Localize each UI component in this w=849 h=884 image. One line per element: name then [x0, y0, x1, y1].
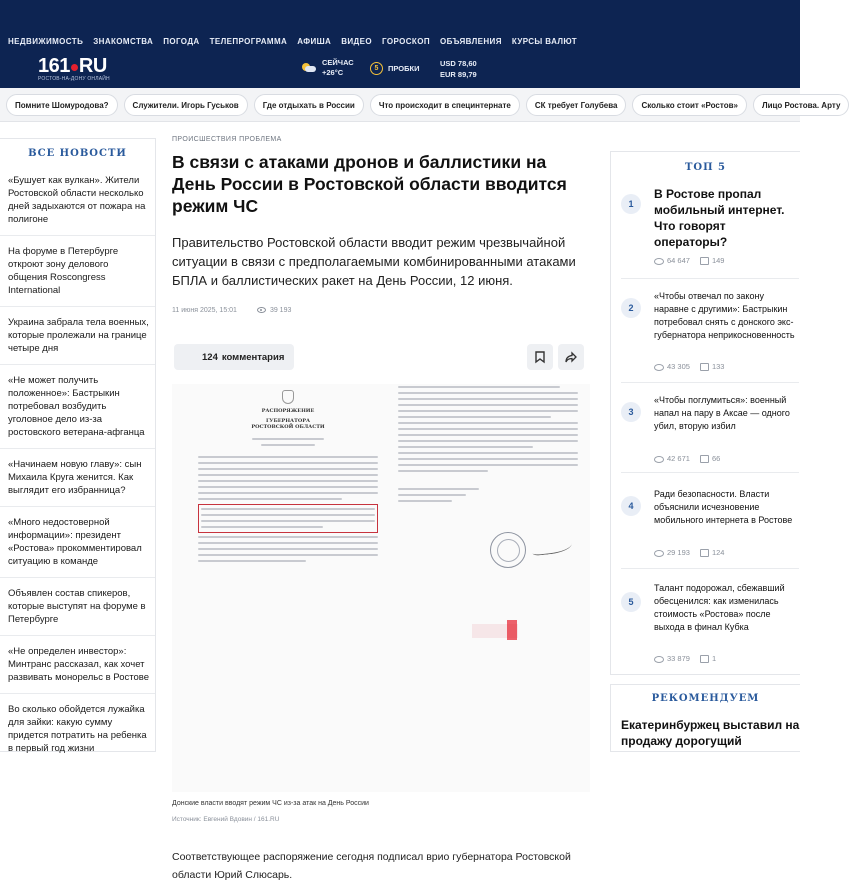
top-item-title[interactable]: Талант подорожал, сбежавший обесценился: как изменилась стоимость «Ростова» после выхода в финал Кубка [654, 583, 785, 632]
eye-icon [257, 307, 266, 313]
top-item-title[interactable]: Ради безопасности. Власти объяснили исчезновение мобильного интернета в Ростове [654, 489, 793, 525]
rank-badge: 1 [621, 194, 641, 214]
top-item-stats: 43 305 133 [654, 362, 724, 371]
comment-icon [700, 549, 709, 557]
news-item[interactable]: «Бушует как вулкан». Жители Ростовской области несколько дней задыхаются от пожара на полигоне [8, 175, 146, 225]
nav-item-afisha[interactable]: АФИША [297, 37, 332, 46]
top-item-stats: 64 647 149 [654, 256, 724, 265]
site-header [0, 0, 800, 88]
recommend-item-title[interactable]: Екатеринбуржец выставил на продажу дорогущий [621, 718, 800, 748]
top-item-stats: 29 193 124 [654, 548, 724, 557]
comment-icon [700, 455, 709, 463]
nav-item-tv[interactable]: ТЕЛЕПРОГРАММА [209, 37, 288, 46]
comment-icon [700, 363, 709, 371]
currency-widget[interactable] [440, 58, 477, 80]
document-page-left: РАСПОРЯЖЕНИЕ ГУБЕРНАТОРА РОСТОВСКОЙ ОБЛАСТИ [198, 390, 378, 640]
rank-badge: 3 [621, 402, 641, 422]
article-body-paragraph: Соответствующее распоряжение сегодня подписал врио губернатора Ростовской области Юрий Слюсарь. [172, 851, 571, 881]
top-item-title[interactable]: «Чтобы поглумиться»: военный напал на пару в Аксае — одного убил, вторую избил [654, 395, 790, 431]
comments-label: комментария [221, 351, 285, 363]
top5-title: ТОП 5 [684, 162, 727, 173]
nav-item-dating[interactable]: ЗНАКОМСТВА [93, 37, 154, 46]
traffic-widget[interactable] [370, 62, 420, 75]
news-item[interactable]: «Начинаем новую главу»: сын Михаила Круга женится. Как выглядит его избранница? [0, 448, 155, 506]
logo-subtitle: РОСТОВ-НА-ДОНУ ОНЛАЙН [38, 76, 110, 82]
news-item[interactable]: Объявлен состав спикеров, которые выступят на форуме в Петербурге [0, 577, 155, 635]
official-seal-icon [490, 532, 526, 568]
rank-badge: 4 [621, 496, 641, 516]
tag-chip[interactable]: Лицо Ростова. Арту [753, 94, 849, 116]
top-item-title[interactable]: В Ростове пропал мобильный интернет. Что говорят операторы? [654, 187, 785, 249]
weather-widget[interactable] [302, 58, 354, 78]
top-navigation [8, 37, 577, 46]
highlighted-paragraph [198, 504, 378, 533]
news-item[interactable]: Украина забрала тела военных, которые пролежали на границе четыре дня [0, 306, 155, 364]
eye-icon [654, 656, 664, 663]
usd-rate: USD 78,60 [440, 59, 477, 68]
logo-dot-icon [71, 64, 78, 71]
news-item[interactable]: Во сколько обойдется лужайка для зайки: какую сумму придется потратить на ребенка в первый год жизни [0, 693, 155, 764]
tag-chip[interactable]: Сколько стоит «Ростов» [632, 94, 746, 116]
eur-rate: EUR 89,79 [440, 70, 477, 79]
share-button[interactable] [558, 344, 584, 370]
article-meta [172, 307, 592, 314]
document-page-right [398, 386, 578, 646]
article-date: 11 июня 2025, 15:01 [172, 307, 237, 314]
tag-chip[interactable]: Что происходит в специнтернате [370, 94, 520, 116]
eye-icon [654, 364, 664, 371]
partly-cloudy-icon [302, 63, 316, 73]
eye-icon [654, 258, 664, 265]
top5-widget [610, 151, 800, 675]
all-news-title[interactable]: ВСЕ НОВОСТИ [28, 148, 127, 159]
bookmark-icon [535, 351, 545, 363]
nav-item-weather[interactable]: ПОГОДА [163, 37, 200, 46]
share-icon [565, 352, 577, 363]
recommend-widget [610, 684, 800, 752]
tag-chip[interactable]: Служители. Игорь Гуськов [124, 94, 248, 116]
top-item-stats: 42 671 66 [654, 454, 720, 463]
article-views: 39 193 [257, 307, 291, 314]
article-photo-document[interactable] [172, 384, 590, 792]
news-item[interactable]: На форуме в Петербурге откроют зону делового общения Roscongress International [0, 235, 155, 306]
comments-button[interactable] [174, 344, 294, 370]
nav-item-currency[interactable]: КУРСЫ ВАЛЮТ [511, 37, 578, 46]
logo-text: 161 RU [38, 55, 107, 77]
all-news-column [0, 138, 156, 752]
photo-caption: Донские власти вводят режим ЧС из-за атак на День России [172, 800, 369, 807]
weather-temperature: +26°C [322, 68, 344, 77]
bookmark-button[interactable] [527, 344, 553, 370]
comment-icon [700, 655, 709, 663]
weather-label: СЕЙЧАС [322, 58, 354, 67]
rank-badge: 5 [621, 592, 641, 612]
nav-item-realty[interactable]: НЕДВИЖИМОСТЬ [8, 37, 84, 46]
news-item[interactable]: «Не определен инвестор»: Минтранс рассказал, как хочет развивать монорельс в Ростове [0, 635, 155, 693]
nav-item-horoscope[interactable]: ГОРОСКОП [382, 37, 430, 46]
comment-icon [700, 257, 709, 265]
rank-badge: 2 [621, 298, 641, 318]
site-logo[interactable] [38, 56, 110, 82]
article-lead: Правительство Ростовской области вводит режим чрезвычайной ситуации в связи с предполагаемыми комбинированными атаками БПЛА и баллистических ракет на День России, 12 июня. [172, 235, 576, 288]
comments-count: 124 [202, 351, 218, 363]
article-actions [172, 344, 592, 372]
hot-tags-strip [0, 88, 841, 122]
news-item[interactable]: «Много недостоверной информации»: президент «Ростова» прокомментировал ситуацию в команде [0, 506, 155, 577]
eye-icon [654, 456, 664, 463]
tag-chip[interactable]: Помните Шомуродова? [6, 94, 118, 116]
article [172, 136, 592, 881]
article-rubric[interactable]: ПРОИСШЕСТВИЯ ПРОБЛЕМА [172, 136, 282, 143]
photo-credit: Источник: Евгений Вдовин / 161.RU [172, 816, 280, 823]
top-item-stats: 33 879 1 [654, 654, 716, 663]
traffic-label: ПРОБКИ [388, 64, 420, 73]
watermark-logo-icon [507, 620, 517, 640]
nav-item-video[interactable]: ВИДЕО [341, 37, 373, 46]
nav-item-ads[interactable]: ОБЪЯВЛЕНИЯ [439, 37, 502, 46]
recommend-title: РЕКОМЕНДУЕМ [651, 693, 760, 704]
article-headline: В связи с атаками дронов и баллистики на День России в Ростовской области вводится режим ЧС [172, 152, 567, 216]
traffic-score-badge: 5 [370, 62, 383, 75]
top-item-title[interactable]: «Чтобы отвечал по закону наравне с другими»: Бастрыкин потребовал снять с донского экс-губернатора неприкосновенность [654, 291, 795, 340]
tag-chip[interactable]: СК требует Голубева [526, 94, 627, 116]
coat-of-arms-icon [282, 390, 294, 404]
tag-chip[interactable]: Где отдыхать в России [254, 94, 364, 116]
eye-icon [654, 550, 664, 557]
news-item[interactable]: «Не может получить положенное»: Бастрыкин потребовал возбудить уголовное дело из-за ростовского ветерана-афганца [0, 364, 155, 448]
